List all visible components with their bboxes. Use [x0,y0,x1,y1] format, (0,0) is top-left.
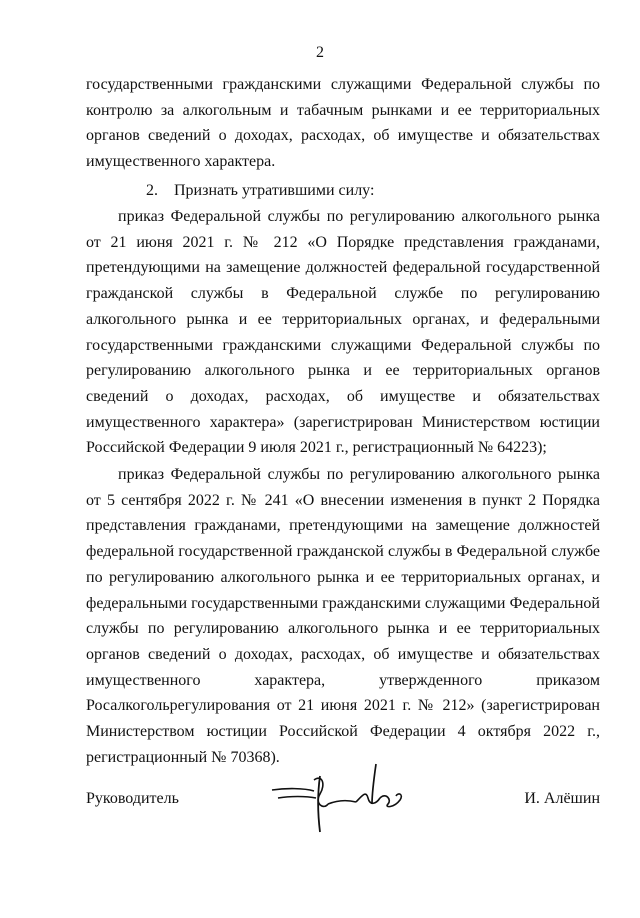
handwritten-signature [268,760,418,838]
item-2-text: Признать утратившими силу: [174,182,375,199]
repealed-order-1: приказ Федеральной службы по регулированию алкогольного рынка от 21 июня 2021 г. № 212 «О Порядке представления гражданами, претендующими на замещение должностей федеральной государственной гражданской службы в Федеральной службе по регулированию алкогольного рынка и ее территориальных органах, и федеральными государственными гражданскими служащими Федеральной службы по регулированию алкогольного рынка и ее территориальных органов сведений о доходах, расходах, об имуществе и обязательствах имущественного характера» (зарегистрирован Министерством юстиции Российской Федерации 9 июля 2021 г., регистрационный № 64223); [86,208,600,457]
repealed-order-2: приказ Федеральной службы по регулированию алкогольного рынка от 5 сентября 2022 г. № 241 «О внесении изменения в пункт 2 Порядка представления гражданами, претендующими на замещение должностей федеральной государственной гражданской службы в Федеральной службе по регулированию алкогольного рынка и ее территориальных органах, и федеральными государственными гражданскими служащими Федеральной службы по регулированию алкогольного рынка и ее территориальных органов сведений о доходах, расходах, об имуществе и обязательствах имущественного характера, утвержденного приказом Росалкогольрегулирования от 21 июня 2021 г. № 212» (зарегистрирован Министерством юстиции Российской Федерации 4 октября 2022 г., регистрационный № 70368). [86,466,600,766]
paragraph-continuation: государственными гражданскими служащими Федеральной службы по контролю за алкогольным и табачным рынками и ее территориальных органов сведений о доходах, расходах, об имуществе и обязательствах имущественного характера. [86,76,600,171]
item-2-number: 2. [146,182,158,199]
item-2-paragraph [86,178,600,204]
signatory-name: И. Алёшин [524,790,600,807]
page-number: 2 [316,44,324,61]
signatory-title: Руководитель [86,790,179,807]
